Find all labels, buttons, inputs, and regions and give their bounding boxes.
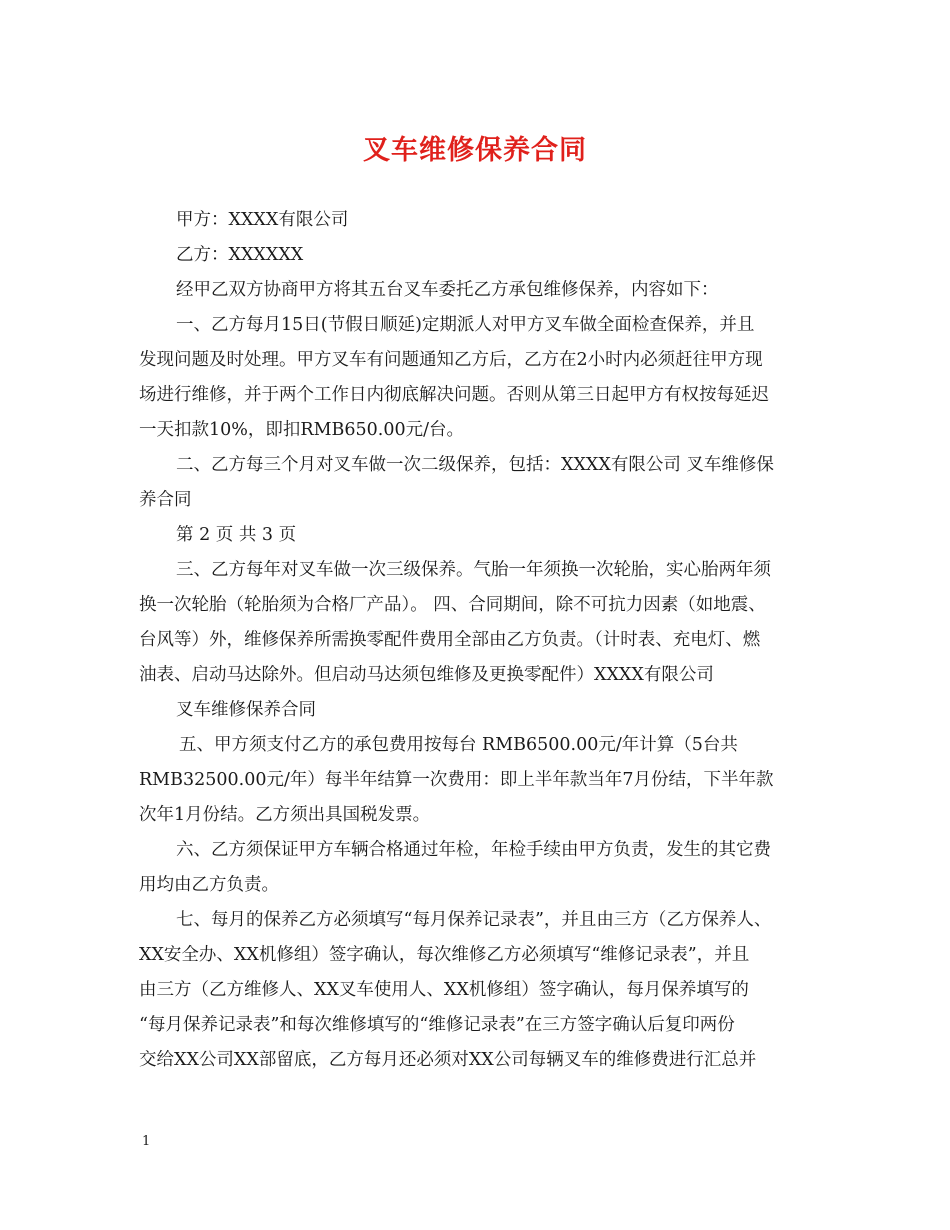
paragraph-line: 养合同 <box>139 490 192 510</box>
paragraph-line: 一天扣款10%，即扣RMB650.00元/台。 <box>139 420 464 440</box>
document-title: 叉车维修保养合同 <box>363 135 587 166</box>
party-a-line: 甲方：XXXX有限公司 <box>176 210 349 230</box>
paragraph-line: 经甲乙双方协商甲方将其五台叉车委托乙方承包维修保养，内容如下： <box>176 280 719 300</box>
paragraph-line: RMB32500.00元/年）每半年结算一次费用：即上半年款当年7月份结，下半年款 <box>139 770 774 790</box>
paragraph-line: 由三方（乙方维修人、XX叉车使用人、XX机修组）签字确认，每月保养填写的 <box>139 980 749 1000</box>
page-number: 1 <box>142 1134 151 1149</box>
paragraph-line: 二、乙方每三个月对叉车做一次二级保养，包括：XXXX有限公司 叉车维修保 <box>176 455 774 475</box>
paragraph-line: “每月保养记录表”和每次维修填写的“维修记录表”在三方签字确认后复印两份 <box>139 1015 735 1035</box>
paragraph-line: 油表、启动马达除外。但启动马达须包维修及更换零配件）XXXX有限公司 <box>139 665 714 685</box>
paragraph-line: 用均由乙方负责。 <box>139 875 279 895</box>
paragraph-line: 五、甲方须支付乙方的承包费用按每台 RMB6500.00元/年计算（5台共 <box>179 735 738 755</box>
paragraph-line: 六、乙方须保证甲方车辆合格通过年检，年检手续由甲方负责，发生的其它费 <box>176 840 771 860</box>
paragraph-line: XX安全办、XX机修组）签字确认，每次维修乙方必须填写“维修记录表”，并且 <box>139 945 750 965</box>
page-marker-line: 第 2 页 共 3 页 <box>176 525 297 545</box>
paragraph-line: 发现问题及时处理。甲方叉车有问题通知乙方后，乙方在2小时内必须赶往甲方现 <box>139 350 763 370</box>
paragraph-line: 台风等）外，维修保养所需换零配件费用全部由乙方负责。（计时表、充电灯、燃 <box>139 630 761 650</box>
paragraph-line: 七、每月的保养乙方必须填写“每月保养记录表”，并且由三方（乙方保养人、 <box>176 910 772 930</box>
paragraph-line: 换一次轮胎（轮胎须为合格厂产品）。 四、合同期间，除不可抗力因素（如地震、 <box>139 595 766 615</box>
paragraph-line: 次年1月份结。乙方须出具国税发票。 <box>139 805 431 825</box>
party-b-line: 乙方：XXXXXX <box>176 245 304 265</box>
paragraph-line: 交给XX公司XX部留底，乙方每月还必须对XX公司每辆叉车的维修费进行汇总并 <box>139 1050 757 1070</box>
paragraph-line: 一、乙方每月15日(节假日顺延)定期派人对甲方叉车做全面检查保养，并且 <box>176 315 755 335</box>
paragraph-line: 场进行维修，并于两个工作日内彻底解决问题。否则从第三日起甲方有权按每延迟 <box>139 385 769 405</box>
paragraph-line: 叉车维修保养合同 <box>176 700 316 720</box>
paragraph-line: 三、乙方每年对叉车做一次三级保养。气胎一年须换一次轮胎，实心胎两年须 <box>176 560 771 580</box>
